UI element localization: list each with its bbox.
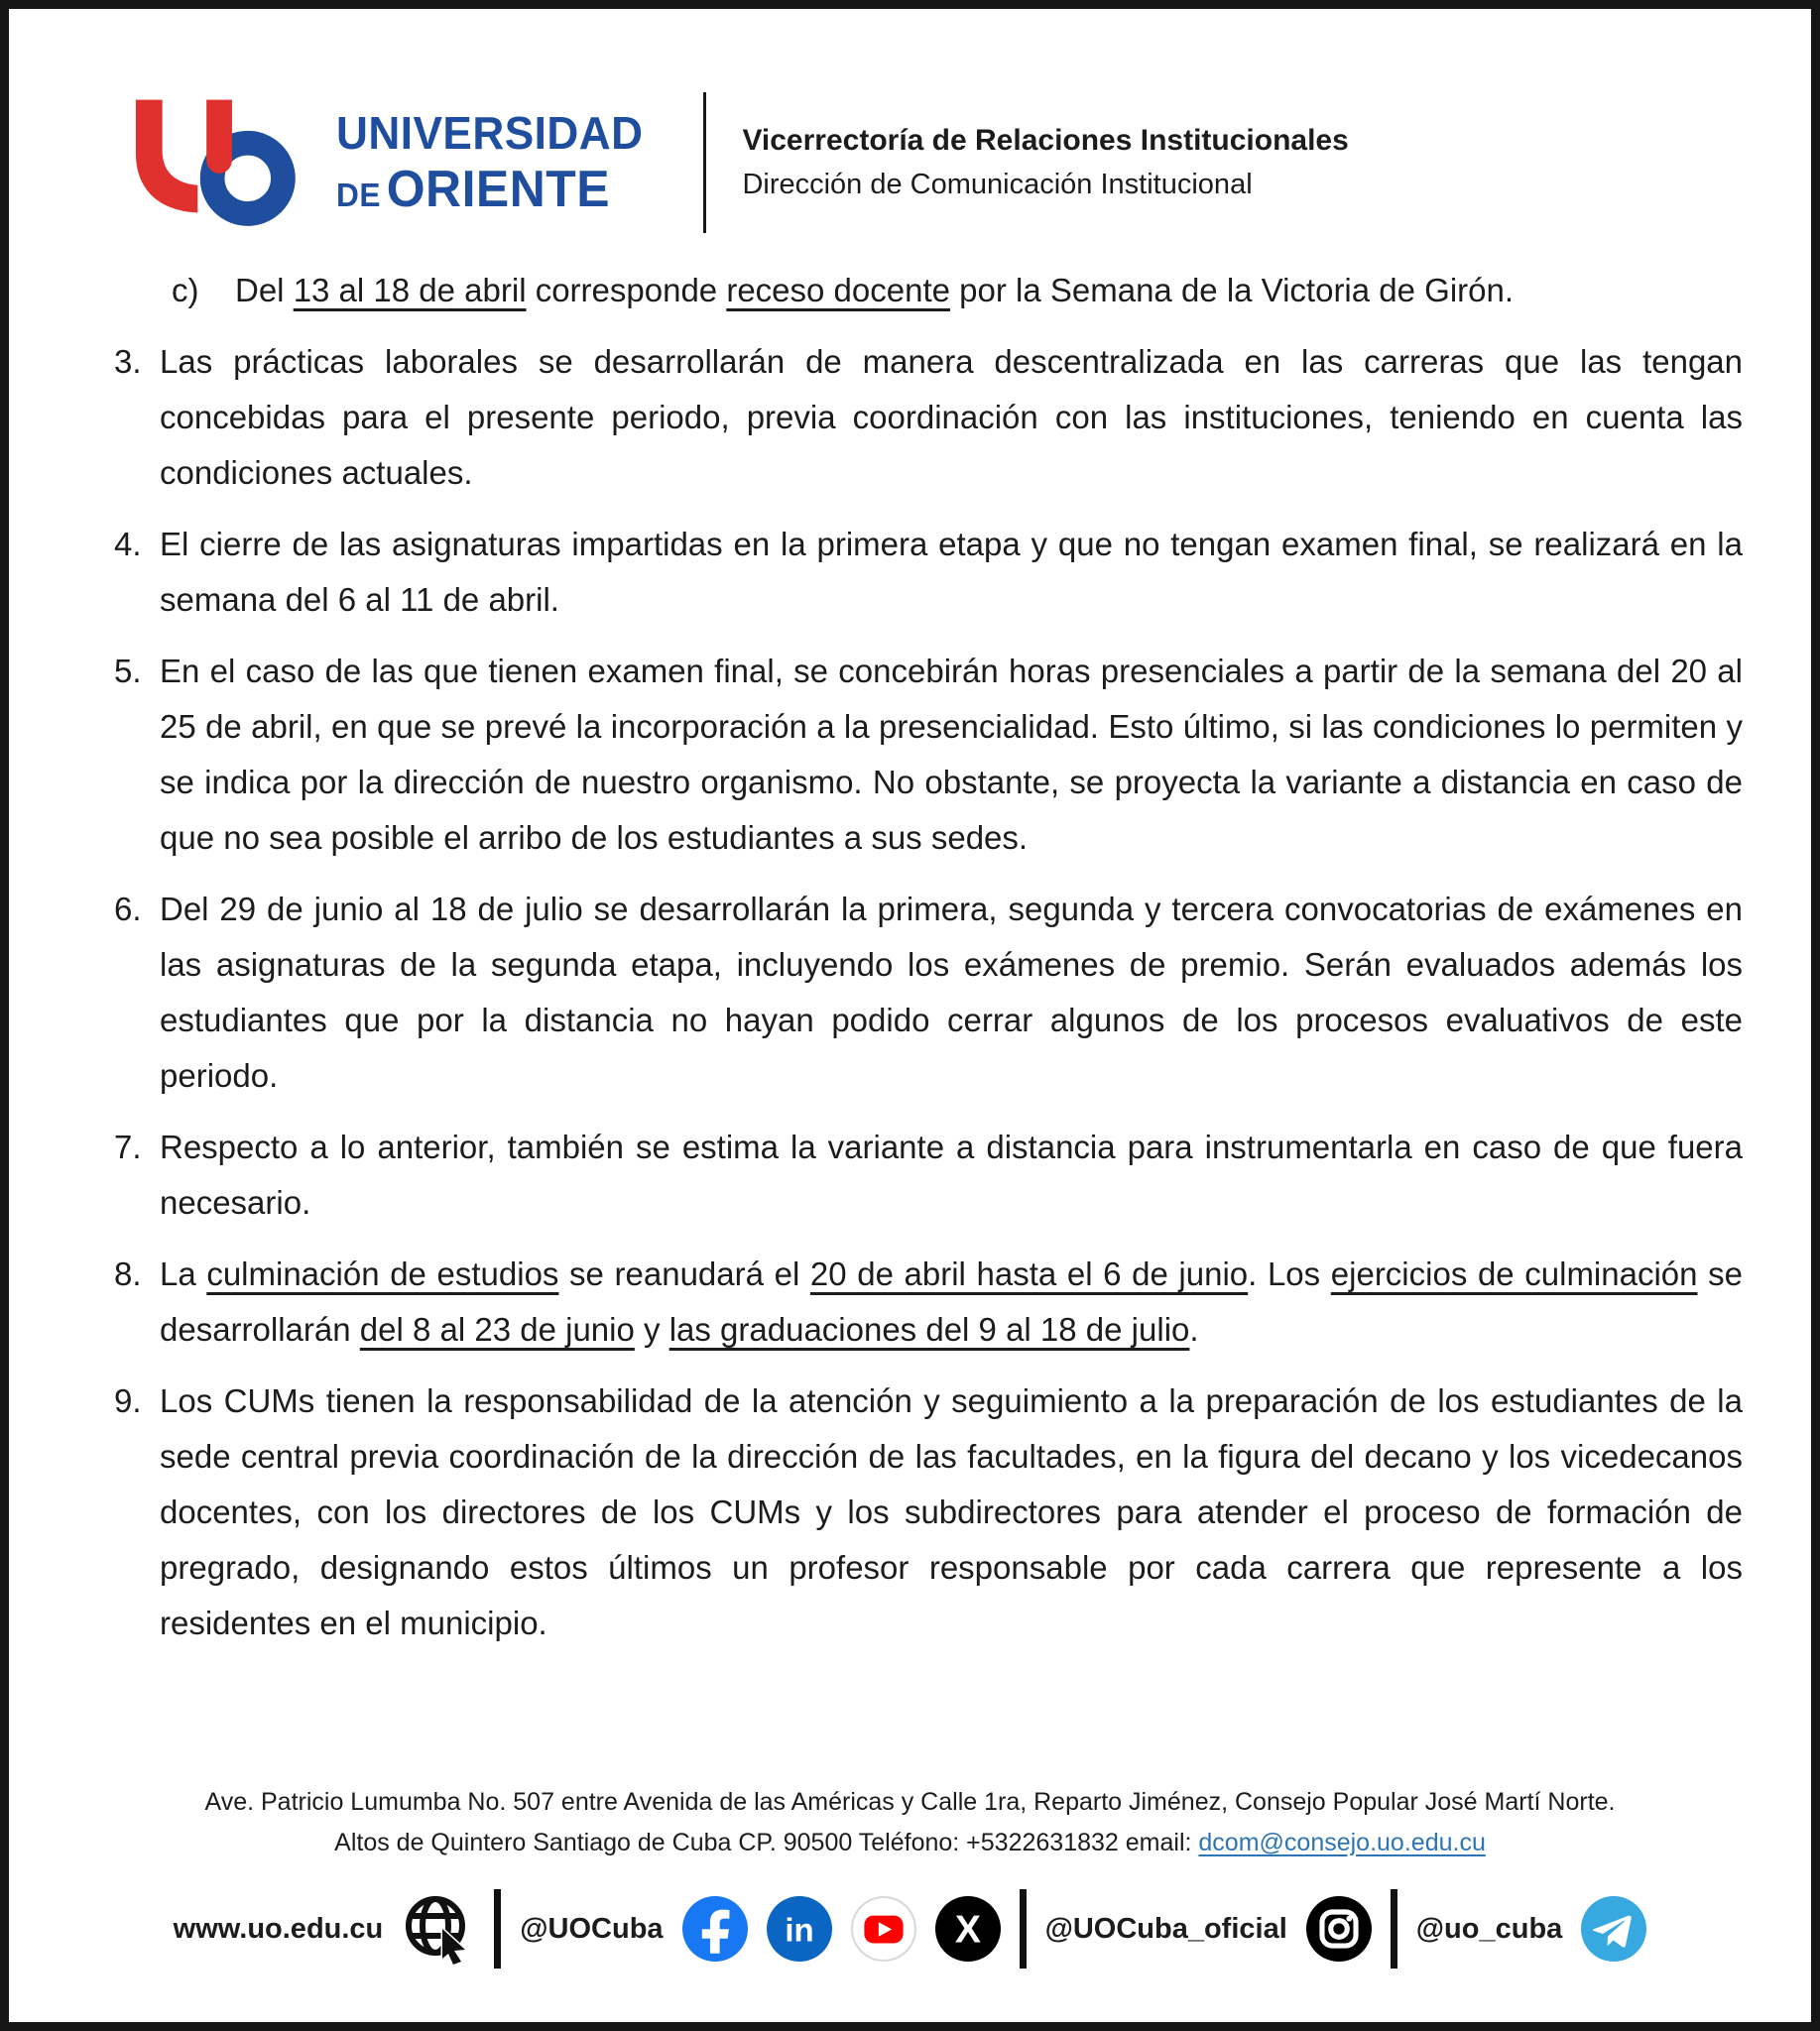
youtube-icon [851, 1896, 916, 1962]
text-segment: Respecto a lo anterior, también se estima la variante a distancia para instrumentarla en caso de que fuera necesario. [160, 1129, 1743, 1221]
footer-address [9, 1782, 1811, 1863]
list-item-marker: 3. [114, 343, 142, 380]
list-item [114, 882, 1743, 1104]
list-item-marker: c) [172, 272, 199, 308]
letterhead [126, 92, 1349, 233]
text-segment: . Los [1248, 1255, 1331, 1292]
text-segment: Del 29 de junio al 18 de julio se desarrollarán la primera, segunda y tercera convocatorias de exámenes en las asignaturas de la segunda etapa, incluyendo los exámenes de premio. Serán evaluados además los estudiantes que por la distancia no hayan podido cerrar algunos de los procesos evaluativos de este periodo. [160, 891, 1743, 1094]
direccion-title: Dirección de Comunicación Institucional [742, 169, 1253, 200]
list-item-marker: 9. [114, 1382, 142, 1419]
website-url: www.uo.edu.cu [173, 1912, 384, 1945]
department-titles [742, 119, 1348, 206]
underlined-text: receso docente [726, 272, 950, 308]
text-segment: La [160, 1255, 207, 1292]
text-segment: y [634, 1311, 669, 1348]
address-line2 [9, 1823, 1811, 1863]
uo-logo-icon [126, 97, 322, 228]
list-item-marker: 5. [114, 653, 142, 689]
list-item [114, 1247, 1743, 1358]
text-segment: Del [235, 272, 294, 308]
underlined-text: culminación de estudios [206, 1255, 559, 1292]
list-item [114, 1374, 1743, 1651]
list-item-text [160, 517, 1743, 628]
list-item-text [160, 1247, 1743, 1358]
underlined-text: las graduaciones del 9 al 18 de julio [668, 1311, 1190, 1348]
globe-cursor-icon [402, 1892, 475, 1966]
text-segment: se reanudará el [558, 1255, 810, 1292]
text-segment: Los CUMs tienen la responsabilidad de la atención y seguimiento a la preparación de los estudiantes de la sede central previa coordinación de la dirección de las facultades, en la figura del decano y los vicedecanos docentes, con los directores de los CUMs y los subdirectores para atender el proceso de formación de pregrado, designando estos últimos un profesor responsable por cada carrera que represente a los residentes en el municipio. [160, 1382, 1743, 1641]
list-item-text [160, 1120, 1743, 1231]
telegram-handle: @uo_cuba [1415, 1912, 1563, 1945]
divider-bar [494, 1889, 501, 1969]
wordmark-line1: UNIVERSIDAD [336, 107, 644, 159]
email-link[interactable]: dcom@consejo.uo.edu.cu [1198, 1829, 1486, 1856]
address-line2-text: Altos de Quintero Santiago de Cuba CP. 90500 Teléfono: +5322631832 email: [334, 1829, 1199, 1856]
list-item [114, 334, 1743, 501]
text-segment: El cierre de las asignaturas impartidas en la primera etapa y que no tengan examen final, se realizará en la semana del 6 al 11 de abril. [160, 526, 1743, 618]
divider-bar [1020, 1889, 1027, 1969]
wordmark-oriente: ORIENTE [386, 161, 610, 218]
text-segment: En el caso de las que tienen examen final, se concebirán horas presenciales a partir de la semana del 20 al 25 de abril, en que se prevé la incorporación a la presencialidad. Esto último, si las condiciones lo permiten y se indica por la dirección de nuestro organismo. No obstante, se proyecta la variante a distancia en caso de que no sea posible el arribo de los estudiantes a sus sedes. [160, 653, 1743, 856]
list-item [114, 517, 1743, 628]
svg-text:in: in [784, 1911, 814, 1949]
x-icon [935, 1896, 1001, 1962]
social-strip [9, 1889, 1811, 1969]
list-item-marker: 8. [114, 1255, 142, 1292]
text-segment: corresponde [526, 272, 727, 308]
text-segment: se desarrollarán [160, 1255, 1743, 1348]
telegram-icon [1581, 1896, 1646, 1962]
svg-text:X: X [954, 1908, 981, 1952]
university-logo [126, 97, 656, 228]
list-item-marker: 7. [114, 1129, 142, 1165]
underlined-text: del 8 al 23 de junio [359, 1311, 635, 1348]
facebook-icon [682, 1896, 748, 1962]
text-segment: Las prácticas laborales se desarrollarán de manera descentralizada en las carreras que las tengan concebidas para el presente periodo, previa coordinación con las instituciones, teniendo en cuenta las condiciones actuales. [160, 343, 1743, 491]
university-wordmark [336, 107, 644, 218]
list-item-marker: 6. [114, 891, 142, 927]
list-item-text [235, 263, 1743, 318]
numbered-list [114, 263, 1743, 1667]
list-item-marker: 4. [114, 526, 142, 562]
list-item-text [160, 882, 1743, 1104]
list-item-text [160, 334, 1743, 501]
linkedin-icon [767, 1896, 832, 1962]
wordmark-de: DE [336, 177, 381, 213]
text-segment: . [1189, 1311, 1199, 1348]
header-divider [703, 92, 706, 233]
list-item-text [160, 644, 1743, 866]
instagram-handle: @UOCuba_oficial [1044, 1912, 1287, 1945]
list-item [114, 644, 1743, 866]
underlined-text: 13 al 18 de abril [293, 272, 527, 308]
divider-bar [1391, 1889, 1397, 1969]
list-item [172, 263, 1743, 318]
list-item [114, 1120, 1743, 1231]
list-item-text [160, 1374, 1743, 1651]
instagram-icon [1306, 1896, 1372, 1962]
underlined-text: ejercicios de culminación [1330, 1255, 1698, 1292]
vicerrectoria-title: Vicerrectoría de Relaciones Institucionales [742, 124, 1349, 157]
text-segment: por la Semana de la Victoria de Girón. [949, 272, 1515, 308]
underlined-text: 20 de abril hasta el 6 de junio [809, 1255, 1249, 1292]
main-handle: @UOCuba [520, 1912, 664, 1945]
address-line1: Ave. Patricio Lumumba No. 507 entre Avenida de las Américas y Calle 1ra, Reparto Jiménez, Consejo Popular José Martí Norte. [204, 1788, 1616, 1816]
